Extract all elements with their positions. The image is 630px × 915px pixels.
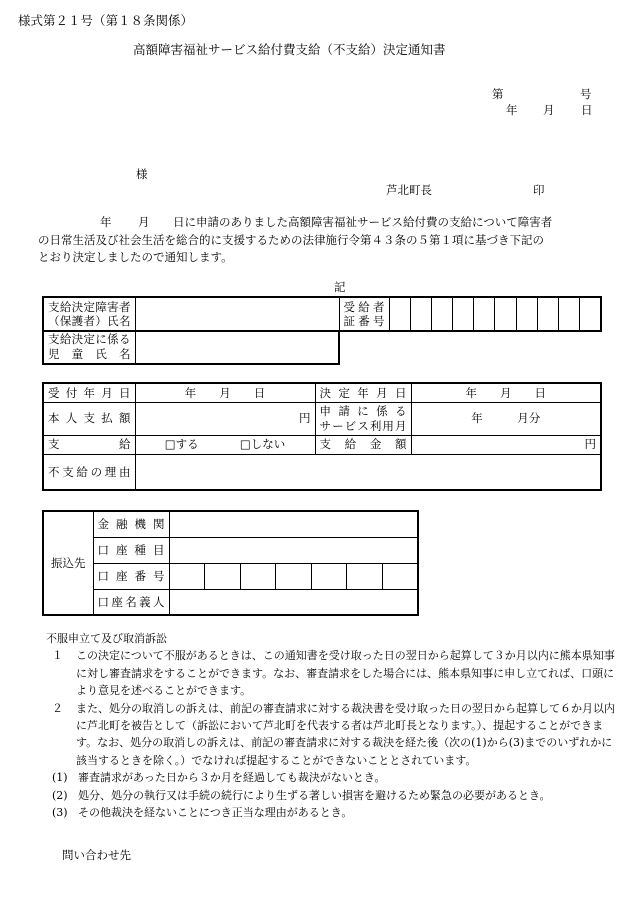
date-year: 年	[506, 103, 518, 117]
account-digit-box[interactable]	[205, 563, 241, 589]
note-item-1: １ この決定について不服があるときは、この通知書を受け取った日の翌日から起算して３か月以内に熊本県知事に対し審査請求をすることができます。なお、審査請求をした場合には、熊本県知事に申し立てれば、口頭により意見を述べることができます。	[52, 649, 615, 698]
payment-yes-checkbox[interactable]: □する	[164, 437, 199, 452]
child-name-field[interactable]	[135, 331, 339, 364]
note-item-2: ２ また、処分の取消しの訴えは、前記の審査請求に対する裁決書を受け取った日の翌日から起算して６か月以内に芦北町を被告として（訴訟において芦北町を代表する者は芦北町長となります。）、提起することができます。なお、処分の取消しの訴えは、前記の審査請求に対する裁決を経た後（次の(1)から(3)までのいずれかに該当するときを除く。）でなければ提起することができないこととされています。	[52, 701, 615, 767]
sender-name: 芦北町長	[386, 183, 432, 197]
certificate-digit-box[interactable]	[453, 297, 474, 331]
payment-amount-label: 支給金額	[315, 435, 411, 454]
decision-date-label: 決定年月日	[315, 383, 411, 402]
intro-line3: とおり決定しましたので通知します。	[38, 250, 233, 264]
rejection-reason-field[interactable]	[135, 454, 601, 490]
account-digit-box[interactable]	[240, 563, 276, 589]
doc-number-prefix: 第	[492, 87, 504, 101]
certificate-digit-box[interactable]	[410, 297, 431, 331]
rejection-reason-label: 不支給の理由	[43, 454, 135, 490]
ki-heading: 記	[334, 280, 346, 294]
received-date-field[interactable]: 年 月 日	[135, 383, 315, 402]
account-digit-box[interactable]	[169, 563, 205, 589]
certificate-digit-box[interactable]	[431, 297, 452, 331]
note-sub-2: (2) 処分、処分の執行又は手続の続行により生ずる著しい損害を避けるため緊急の必要があるとき。	[52, 788, 551, 802]
account-digit-box[interactable]	[311, 563, 347, 589]
recipient-table	[42, 296, 602, 332]
recipient-name-label: 支給決定障害者 （保護者）氏名	[43, 297, 135, 331]
self-pay-field[interactable]: 円	[135, 402, 315, 435]
intro-year: 年	[100, 215, 112, 229]
transfer-table	[42, 510, 419, 616]
date-month: 月	[543, 103, 555, 117]
seal-mark: 印	[533, 183, 545, 197]
certificate-digit-box[interactable]	[389, 297, 410, 331]
account-name-label: 口座名義人	[93, 589, 169, 615]
transfer-label: 振込先	[43, 511, 93, 615]
certificate-digit-box[interactable]	[495, 297, 516, 331]
child-name-label: 支給決定に係る 児 童 氏 名	[43, 331, 135, 364]
account-digit-box[interactable]	[347, 563, 383, 589]
decision-table	[42, 382, 602, 491]
account-digit-box[interactable]	[276, 563, 312, 589]
intro-month: 月	[138, 215, 150, 229]
payment-no-checkbox[interactable]: □しない	[239, 437, 286, 452]
date-day: 日	[581, 103, 593, 117]
account-number-label: 口座番号	[93, 563, 169, 589]
account-digit-box[interactable]	[382, 563, 418, 589]
inquiry-label: 問い合わせ先	[62, 848, 131, 862]
certificate-digit-box[interactable]	[559, 297, 580, 331]
intro-line1: 日に申請のありました高額障害福祉サービス給付費の支給について障害者	[173, 215, 553, 229]
service-month-field[interactable]: 年 月分	[411, 402, 601, 435]
payment-amount-field[interactable]: 円	[411, 435, 601, 454]
self-pay-label: 本人支払額	[43, 402, 135, 435]
doc-number-suffix: 号	[580, 87, 592, 101]
intro-line2: の日常生活及び社会生活を総合的に支援するための法律施行令第４３条の５第１項に基づき下記の	[38, 233, 544, 247]
account-type-label: 口座種目	[93, 537, 169, 563]
document-title: 高額障害福祉サービス給付費支給（不支給）決定通知書	[133, 42, 446, 57]
bank-field[interactable]	[169, 511, 418, 537]
service-month-label: 申請に係る サービス利用月	[315, 402, 411, 435]
certificate-digit-box[interactable]	[516, 297, 537, 331]
appeal-notes	[48, 630, 618, 821]
payment-options	[135, 435, 315, 454]
account-name-field[interactable]	[169, 589, 418, 615]
recipient-name-field[interactable]	[135, 297, 339, 331]
certificate-number-label: 受給者 証番号	[339, 297, 389, 331]
notes-heading: 不服申立て及び取消訴訟	[46, 632, 167, 645]
certificate-digit-box[interactable]	[474, 297, 495, 331]
form-number: 様式第２１号（第１８条関係）	[18, 13, 194, 28]
addressee-suffix: 様	[136, 167, 148, 181]
note-sub-1: (1) 審査請求があった日から３か月を経過しても裁決がないとき。	[52, 771, 386, 785]
child-name-table	[42, 330, 340, 365]
account-type-field[interactable]	[169, 537, 418, 563]
certificate-digit-box[interactable]	[537, 297, 558, 331]
received-date-label: 受付年月日	[43, 383, 135, 402]
decision-date-field[interactable]: 年 月 日	[411, 383, 601, 402]
certificate-digit-box[interactable]	[580, 297, 601, 331]
payment-label: 支 給	[43, 435, 135, 454]
note-sub-3: (3) その他裁決を経ないことにつき正当な理由があるとき。	[52, 806, 353, 820]
bank-label: 金融機関	[93, 511, 169, 537]
